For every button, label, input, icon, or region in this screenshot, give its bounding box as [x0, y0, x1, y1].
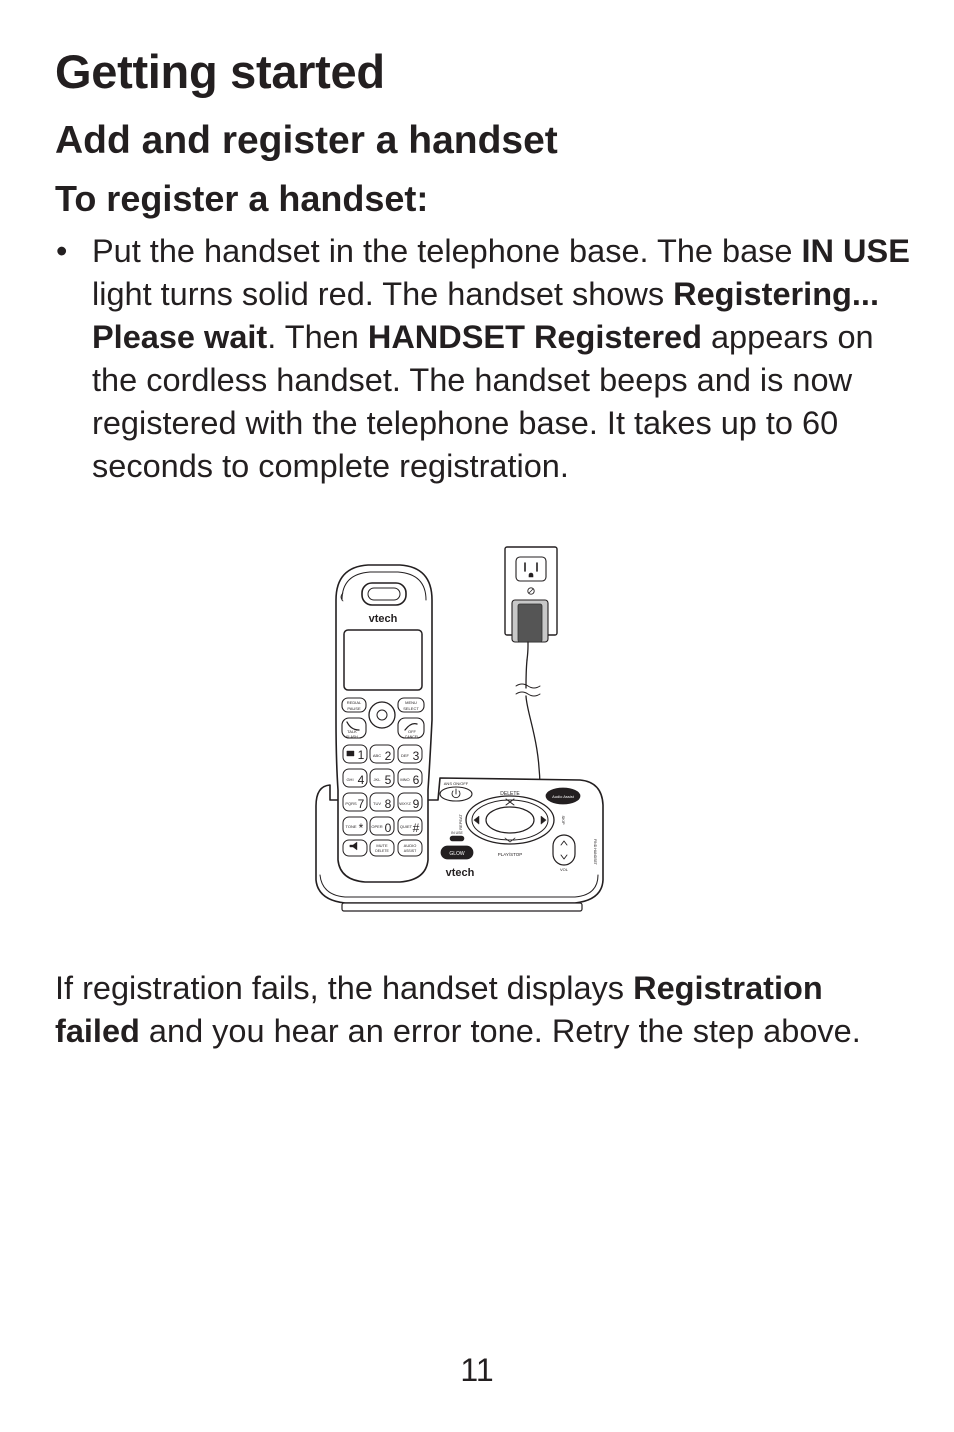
audio-assist-label: Audio Assist: [552, 794, 574, 799]
skip-label: SKIP: [561, 815, 566, 825]
off-label: OFF: [408, 729, 416, 734]
text-run: and you hear an error tone. Retry the step above.: [139, 1013, 861, 1049]
pause-label: PAUSE: [347, 706, 361, 711]
key-4-letters: GHI: [346, 777, 354, 782]
registering-term: Registering... Please wait: [92, 276, 879, 355]
key-0-letters: OPER: [371, 824, 383, 829]
redial-label: REDIAL: [346, 700, 362, 705]
mute-label: MUTE: [376, 843, 388, 848]
delete-label: DELETE: [375, 849, 389, 853]
key-star-num: *: [358, 821, 364, 835]
phone-base-illustration: [300, 540, 620, 925]
key-star-letters: TONE: [345, 824, 357, 829]
section-heading: Add and register a handset: [55, 119, 558, 162]
key-5-letters: JKL: [373, 777, 381, 782]
key-5-num: 5: [384, 773, 392, 787]
key-8-num: 8: [384, 797, 392, 811]
text-run: light turns solid red. The handset shows: [92, 276, 674, 312]
key-8-letters: TUV: [373, 801, 381, 806]
assist-label: ASSIST: [403, 849, 417, 853]
key-9-num: 9: [412, 797, 420, 811]
key-2-letters: ABC: [372, 753, 382, 758]
vol-label: VOL: [559, 867, 569, 872]
glow-label: GLOW: [449, 851, 465, 857]
key-hash-num: #: [412, 821, 420, 835]
page-title: Getting started: [55, 45, 385, 98]
text-run: . Then: [267, 319, 368, 355]
find-handset-label: FIND HANDSET: [593, 839, 597, 865]
key-2-num: 2: [384, 749, 392, 763]
subsection-heading: To register a handset:: [55, 178, 429, 219]
key-3-letters: DEF: [401, 753, 409, 758]
ans-on-off-label: ANS ON/OFF: [443, 781, 469, 786]
talk-label: TALK: [347, 729, 357, 734]
repeat-label: REPEAT: [458, 814, 463, 830]
page-number: 11: [460, 1352, 494, 1388]
key-6-num: 6: [412, 773, 420, 787]
registration-failed-term: Registration failed: [55, 970, 823, 1049]
menu-label: MENU: [405, 700, 417, 705]
instruction-paragraph: [92, 230, 912, 488]
text-run: appears on the cordless handset. The handset beeps and is now registered with the telephone base. It takes up to 60 seconds to complete registration.: [92, 319, 874, 484]
play-stop-label: PLAY/STOP: [497, 852, 523, 857]
cancel-label: CANCEL: [404, 735, 420, 739]
key-4-num: 4: [357, 773, 365, 787]
base-brand-logo: vtech: [445, 867, 475, 879]
power-cord: [526, 660, 540, 790]
key-6-letters: MNO: [400, 777, 410, 782]
failure-paragraph: [55, 967, 915, 1053]
key-0-num: 0: [384, 821, 392, 835]
key-9-letters: WXYZ: [399, 801, 411, 806]
handset-registered-term: HANDSET Registered: [367, 319, 702, 355]
power-adapter: [512, 600, 548, 660]
flash-label: FLASH: [346, 735, 358, 739]
key-hash-letters: QUIET: [399, 824, 413, 829]
bullet-marker: •: [56, 233, 68, 269]
key-1-num: 1: [357, 748, 365, 762]
key-3-num: 3: [412, 749, 420, 763]
handset-brand-logo: vtech: [368, 613, 398, 625]
text-run: If registration fails, the handset displays: [55, 970, 634, 1006]
base-delete-label: DELETE: [500, 791, 520, 797]
in-use-label: IN USE: [451, 831, 463, 835]
key-7-letters: PQRS: [345, 801, 357, 806]
text-run: Put the handset in the telephone base. The base: [92, 233, 802, 269]
in-use-term: IN USE: [801, 233, 910, 269]
audio-label: AUDIO: [403, 843, 417, 848]
select-label: SELECT: [403, 706, 419, 711]
key-7-num: 7: [357, 797, 365, 811]
